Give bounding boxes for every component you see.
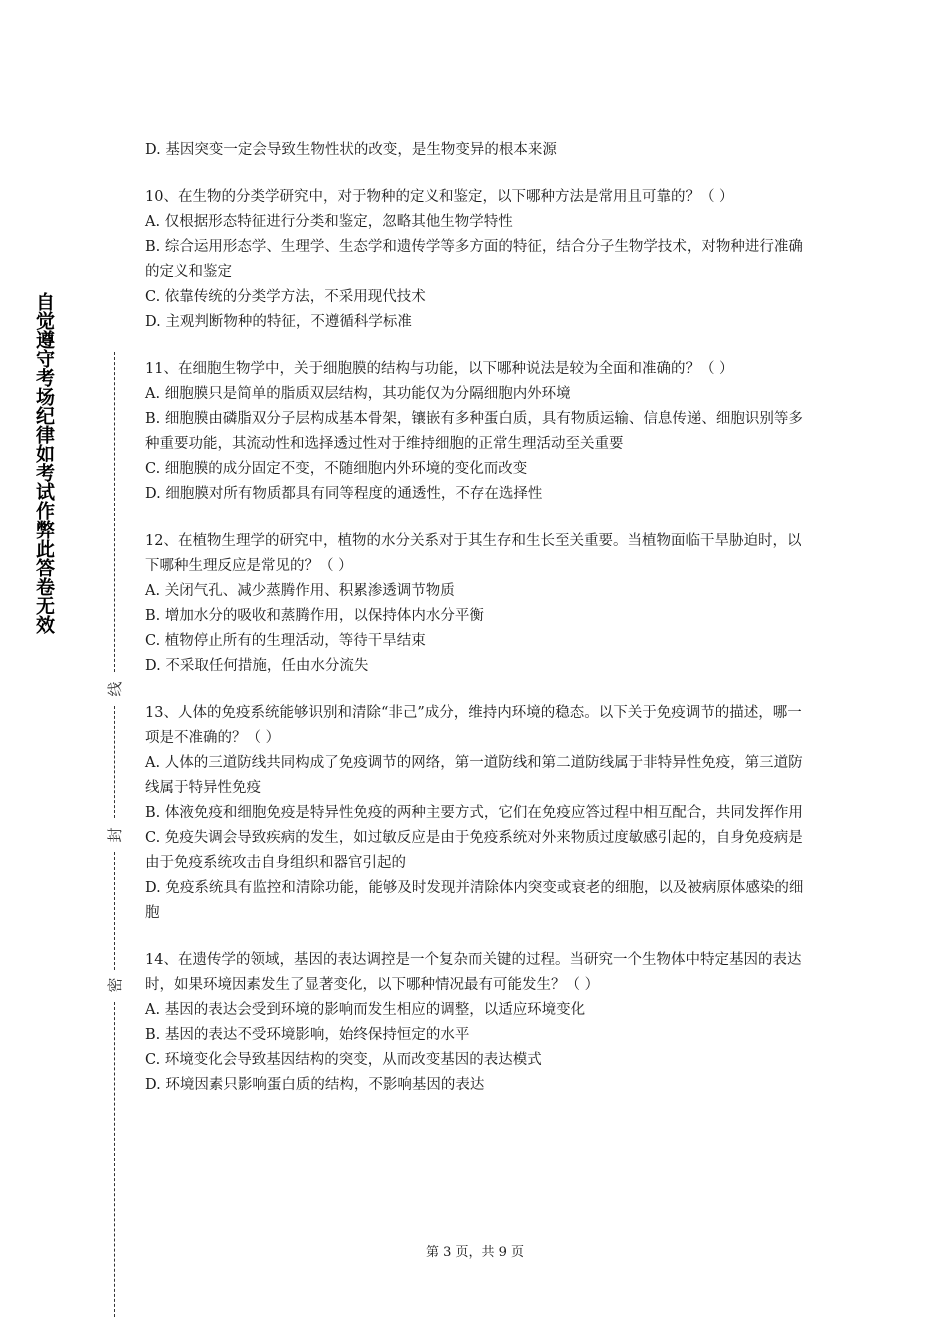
carryover-option: D. 基因突变一定会导致生物性状的改变，是生物变异的根本来源	[145, 141, 557, 158]
question-content	[145, 123, 813, 1120]
option-c: C. 植物停止所有的生理活动，等待干旱结束	[145, 632, 426, 649]
binding-dash-segment	[114, 706, 115, 818]
option-b: B. 综合运用形态学、生理学、生态学和遗传学等多方面的特征，结合分子生物学技术，对物种进行准确的定义和鉴定	[145, 238, 803, 280]
exam-discipline-warning: 自觉遵守考场纪律如考试作弊此答卷无效	[33, 292, 55, 634]
option-d: D. 细胞膜对所有物质都具有同等程度的通透性，不存在选择性	[145, 485, 543, 502]
binding-mark-seal: 封	[106, 827, 124, 843]
question-10	[145, 185, 813, 335]
binding-mark-line: 线	[106, 681, 124, 697]
binding-dash-segment	[114, 352, 115, 672]
question-12	[145, 529, 813, 679]
question-stem: 13、人体的免疫系统能够识别和清除“非己”成分，维持内环境的稳态。以下关于免疫调节的描述，哪一项是不准确的？（ ）	[145, 704, 802, 746]
page-number: 第 3 页，共 9 页	[425, 1245, 525, 1260]
option-c: C. 免疫失调会导致疾病的发生，如过敏反应是由于免疫系统对外来物质过度敏感引起的，自身免疫病是由于免疫系统攻击自身组织和器官引起的	[145, 829, 803, 871]
option-a: A. 基因的表达会受到环境的影响而发生相应的调整，以适应环境变化	[145, 1001, 586, 1018]
question-stem: 14、在遗传学的领域，基因的表达调控是一个复杂而关键的过程。当研究一个生物体中特定基因的表达时，如果环境因素发生了显著变化，以下哪种情况最有可能发生？（ ）	[145, 951, 802, 993]
option-b: B. 细胞膜由磷脂双分子层构成基本骨架，镶嵌有多种蛋白质，具有物质运输、信息传递、细胞识别等多种重要功能，其流动性和选择透过性对于维持细胞的正常生理活动至关重要	[145, 410, 803, 452]
binding-dash-segment	[114, 852, 115, 970]
option-b: B. 体液免疫和细胞免疫是特异性免疫的两种主要方式，它们在免疫应答过程中相互配合，共同发挥作用	[145, 804, 803, 821]
option-a: A. 仅根据形态特征进行分类和鉴定，忽略其他生物学特性	[145, 213, 513, 230]
option-c: C. 依靠传统的分类学方法，不采用现代技术	[145, 288, 426, 305]
question-stem: 12、在植物生理学的研究中，植物的水分关系对于其生存和生长至关重要。当植物面临干旱胁迫时，以下哪种生理反应是常见的？（ ）	[145, 532, 802, 574]
question-11	[145, 357, 813, 507]
option-b: B. 增加水分的吸收和蒸腾作用，以保持体内水分平衡	[145, 607, 484, 624]
question-13	[145, 701, 813, 926]
question-stem: 11、在细胞生物学中，关于细胞膜的结构与功能，以下哪种说法是较为全面和准确的？（ ）	[145, 360, 734, 377]
option-c: C. 细胞膜的成分固定不变，不随细胞内外环境的变化而改变	[145, 460, 528, 477]
option-a: A. 细胞膜只是简单的脂质双层结构，其功能仅为分隔细胞内外环境	[145, 385, 571, 402]
option-d: D. 主观判断物种的特征，不遵循科学标准	[145, 313, 412, 330]
option-d: D. 免疫系统具有监控和清除功能，能够及时发现并清除体内突变或衰老的细胞，以及被病原体感染的细胞	[145, 879, 804, 921]
binding-mark-secret: 密	[106, 977, 124, 993]
question-14	[145, 948, 813, 1098]
option-d: D. 环境因素只影响蛋白质的结构，不影响基因的表达	[145, 1076, 485, 1093]
option-a: A. 关闭气孔、减少蒸腾作用、积累渗透调节物质	[145, 582, 455, 599]
binding-line	[105, 352, 125, 1317]
question-stem: 10、在生物的分类学研究中，对于物种的定义和鉴定，以下哪种方法是常用且可靠的？（ ）	[145, 188, 734, 205]
option-d: D. 不采取任何措施，任由水分流失	[145, 657, 369, 674]
option-c: C. 环境变化会导致基因结构的突变，从而改变基因的表达模式	[145, 1051, 542, 1068]
option-b: B. 基因的表达不受环境影响，始终保持恒定的水平	[145, 1026, 470, 1043]
binding-dash-segment	[114, 1002, 115, 1317]
option-a: A. 人体的三道防线共同构成了免疫调节的网络，第一道防线和第二道防线属于非特异性免疫，第三道防线属于特异性免疫	[145, 754, 803, 796]
